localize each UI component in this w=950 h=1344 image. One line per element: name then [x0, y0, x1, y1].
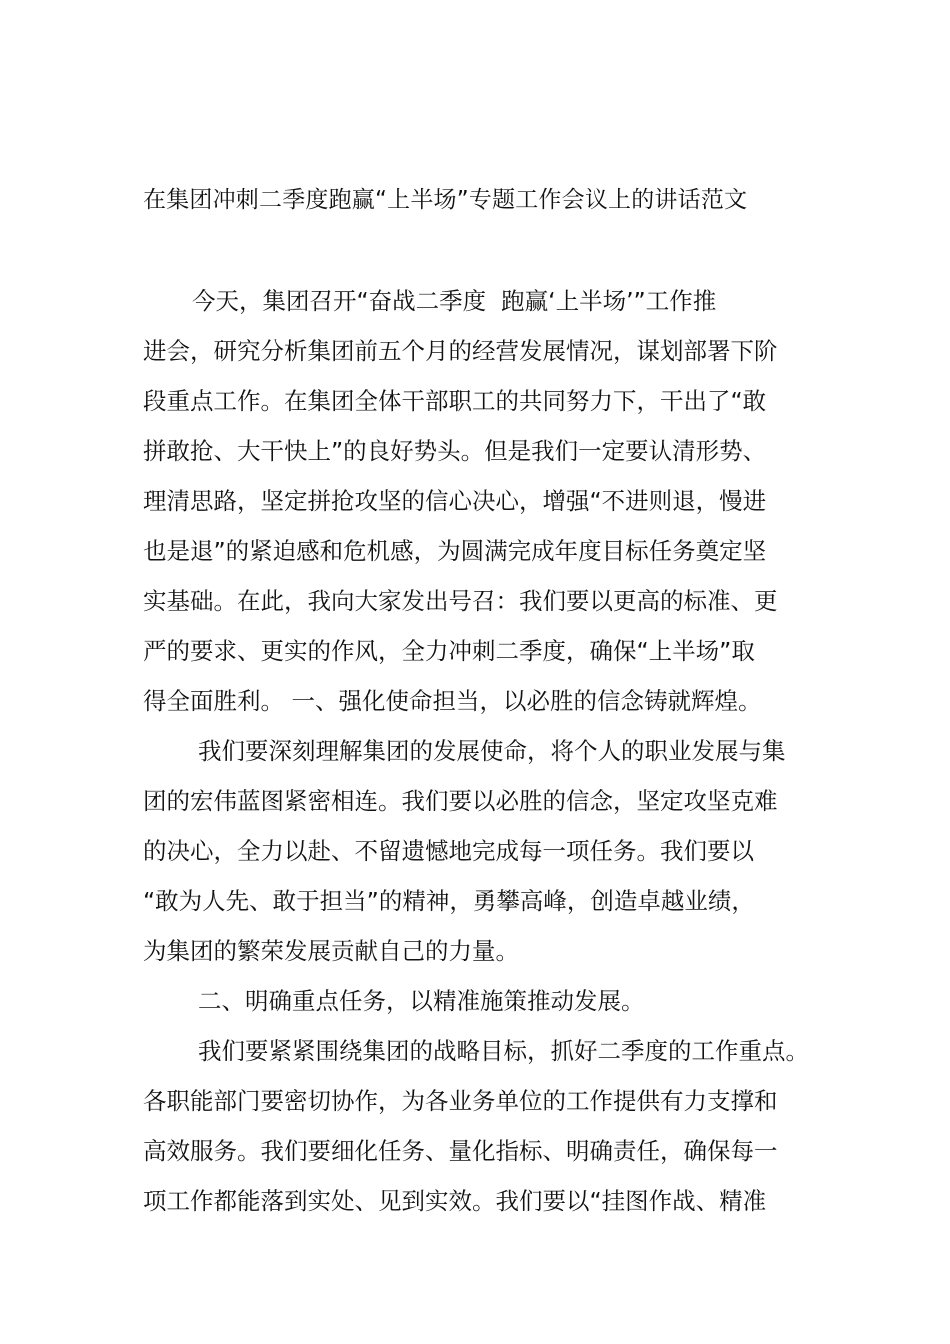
body-line: 各职能部门要密切协作，为各业务单位的工作提供有力支撑和 — [143, 1087, 778, 1115]
body-line: 项工作都能落到实处、见到实效。我们要以“挂图作战、精准 — [143, 1187, 767, 1215]
body-line: 得全面胜利。 一、强化使命担当，以必胜的信念铸就辉煌。 — [143, 687, 762, 715]
body-line: 段重点工作。在集团全体干部职工的共同努力下，干出了“敢 — [143, 387, 767, 415]
body-line: 为集团的繁荣发展贡献自己的力量。 — [143, 937, 519, 965]
body-line: “敢为人先、敢于担当”的精神，勇攀高峰，创造卓越业绩， — [143, 887, 755, 915]
body-line: 团的宏伟蓝图紧密相连。我们要以必胜的信念，坚定攻坚克难 — [143, 787, 778, 815]
body-line: 进会，研究分析集团前五个月的经营发展情况，谋划部署下阶 — [143, 337, 778, 365]
body-line: 今天，集团召开“奋战二季度 跑赢‘上半场’”工作推 — [192, 287, 717, 315]
section-heading: 二、明确重点任务，以精准施策推动发展。 — [198, 987, 645, 1015]
body-line: 实基础。在此，我向大家发出号召：我们要以更高的标准、更 — [143, 587, 778, 615]
body-line: 的决心，全力以赴、不留遗憾地完成每一项任务。我们要以 — [143, 837, 754, 865]
document-title: 在集团冲刺二季度跑赢“上半场”专题工作会议上的讲话范文 — [143, 187, 748, 213]
body-line: 我们要紧紧围绕集团的战略目标，抓好二季度的工作重点。 — [198, 1037, 809, 1065]
body-line: 严的要求、更实的作风，全力冲刺二季度，确保“上半场”取 — [143, 637, 755, 665]
body-line: 拼敢抢、大干快上”的良好势头。但是我们一定要认清形势、 — [143, 437, 767, 465]
body-line: 我们要深刻理解集团的发展使命，将个人的职业发展与集 — [198, 737, 786, 765]
body-line: 高效服务。我们要细化任务、量化指标、明确责任，确保每一 — [143, 1137, 778, 1165]
body-line: 理清思路，坚定拼抢攻坚的信心决心，增强“不进则退，慢进 — [143, 487, 767, 515]
body-line: 也是退”的紧迫感和危机感，为圆满完成年度目标任务奠定坚 — [143, 537, 767, 565]
